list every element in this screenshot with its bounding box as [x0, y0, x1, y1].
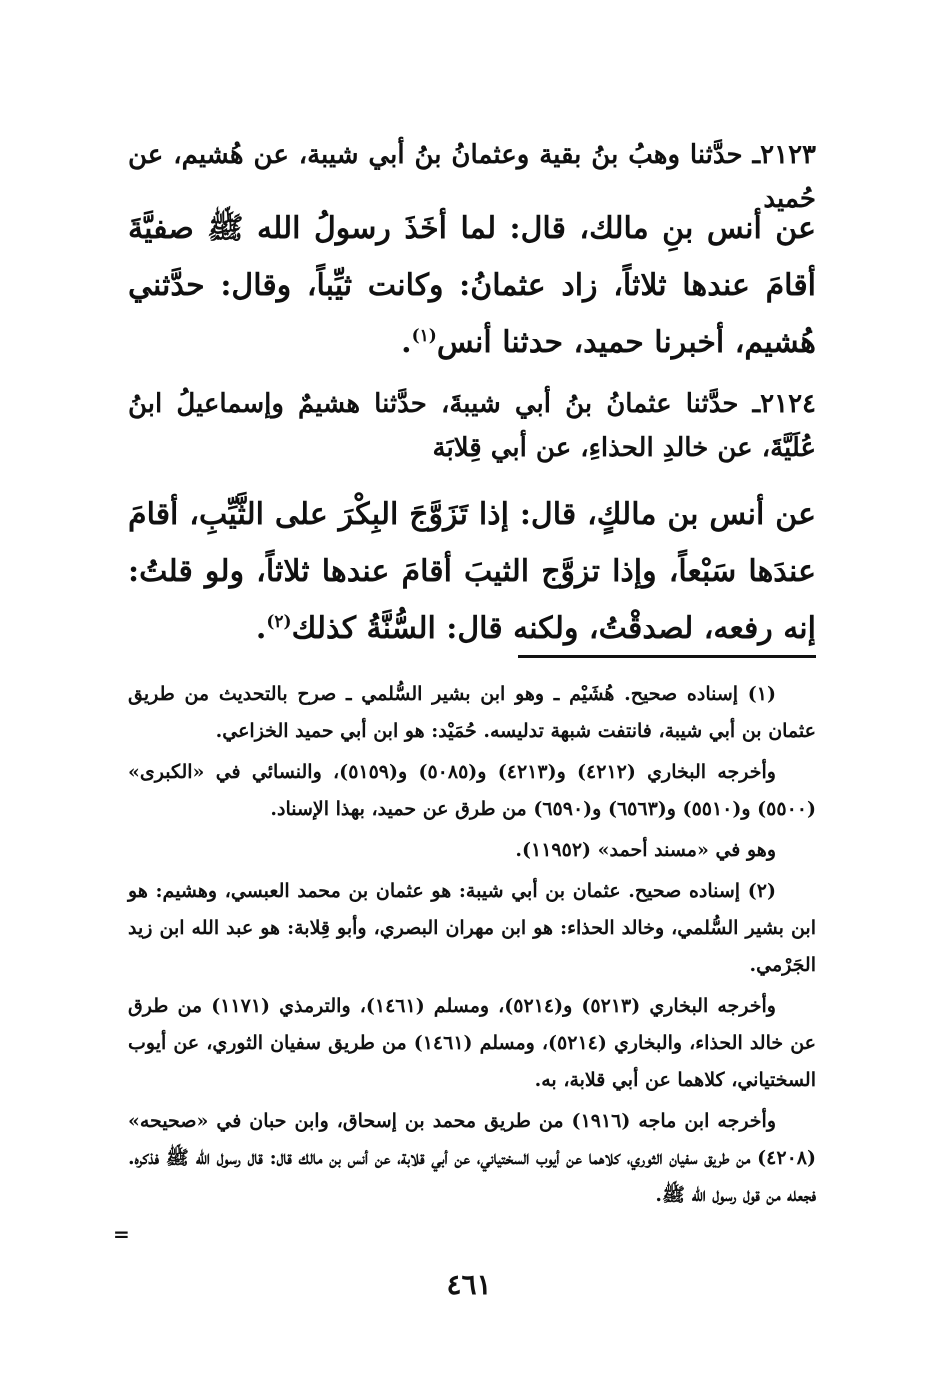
footnote-separator: [518, 655, 816, 658]
footnotes-section: [128, 676, 816, 1218]
footnote-1-musnad: وهو في «مسند أحمد» (١١٩٥٢).: [515, 839, 776, 861]
hadith-2124-chain: ٢١٢٤ـ حدَّثنا عثمانُ بنُ أبي شيبةَ، حدَّثنا هشيمٌ وإسماعيلُ ابنُ عُلَيَّةَ، عن خالدِ الحذاءِ، عن أبي قِلابَة: [128, 389, 816, 463]
hadith-2124-text: [128, 486, 816, 657]
footnote-1-main: (١) إسناده صحيح. هُشَيْم ـ وهو ابن بشير السُّلمي ـ صرح بالتحديث من طريق عثمان بن أبي شيبة، فانتفت شبهة تدليسه. حُمَيْد: هو ابن أبي حميد الخزاعي.: [128, 683, 816, 742]
page-number: ٤٦١: [446, 1268, 492, 1301]
hadith-2123-text: [128, 200, 816, 371]
footnote-ref-1[interactable]: (١): [411, 326, 437, 346]
footnote-1-sources: وأخرجه البخاري (٤٢١٢) و(٤٢١٣) و(٥٠٨٥) و(٥١٥٩)، والنسائي في «الكبرى» (٥٥٠٠) و(٥٥١٠) و(٦٥٦٣) و(٦٥٩٠) من طرق عن حميد، بهذا الإسناد.: [128, 761, 816, 820]
hadith-2123-chain: ٢١٢٣ـ حدَّثنا وهبُ بنُ بقية وعثمانُ بنُ أبي شيبة، عن هُشيم، عن حُميد: [128, 140, 816, 214]
footnote-2-ibn-majah: وأخرجه ابن ماجه (١٩١٦) من طريق محمد بن إسحاق، وابن حبان في «صحيحه» (٤٢٠٨) من طريق سفيان الثوري، كلاهما عن أيوب السختياني، عن أبي قلابة، عن أنس بن مالك قال: قال رسول الله ﷺ فذكره. فجعله من قول رسول الله ﷺ.: [128, 1110, 816, 1206]
continuation-mark: =: [113, 1222, 130, 1246]
footnote-ref-2[interactable]: (٢): [266, 612, 292, 632]
hadith-2124-body: عن أنس بن مالكٍ، قال: إذا تَزَوَّجَ البِكْرَ على الثَّيِّبِ، أقامَ عندَها سَبْعاً، وإذا تزوَّج الثيبَ أقامَ عندها ثلاثاً، ولو قلتُ: إنه رفعه، لصدقْتُ، ولكنه قال: السُّنَّةُ كذلك: [128, 497, 816, 646]
footnote-2-sources: وأخرجه البخاري (٥٢١٣) و(٥٢١٤)، ومسلم (١٤٦١)، والترمذي (١١٧١) من طرق عن خالد الحذاء، والبخاري (٥٢١٤)، ومسلم (١٤٦١) من طريق سفيان الثوري، عن أيوب السختياني، كلاهما عن أبي قلابة، به.: [128, 995, 816, 1091]
hadith-2123-end: .: [401, 325, 412, 360]
footnote-2-main: (٢) إسناده صحيح. عثمان بن أبي شيبة: هو عثمان بن محمد العبسي، وهشيم: هو ابن بشير السُّلمي، وخالد الحذاء: هو ابن مهران البصري، وأبو قِلابة: هو عبد الله ابن زيد الجَرْمي.: [128, 880, 816, 976]
hadith-2124-end: .: [255, 611, 267, 646]
hadith-2123-body: عن أنس بنِ مالك، قال: لما أخَذَ رسولُ الله ﷺ صفيَّةَ أقامَ عندها ثلاثاً، زاد عثمانُ: وكانت ثيِّباً، وقال: حدَّثني هُشيم، أخبرنا حميد، حدثنا أنس: [128, 211, 816, 360]
